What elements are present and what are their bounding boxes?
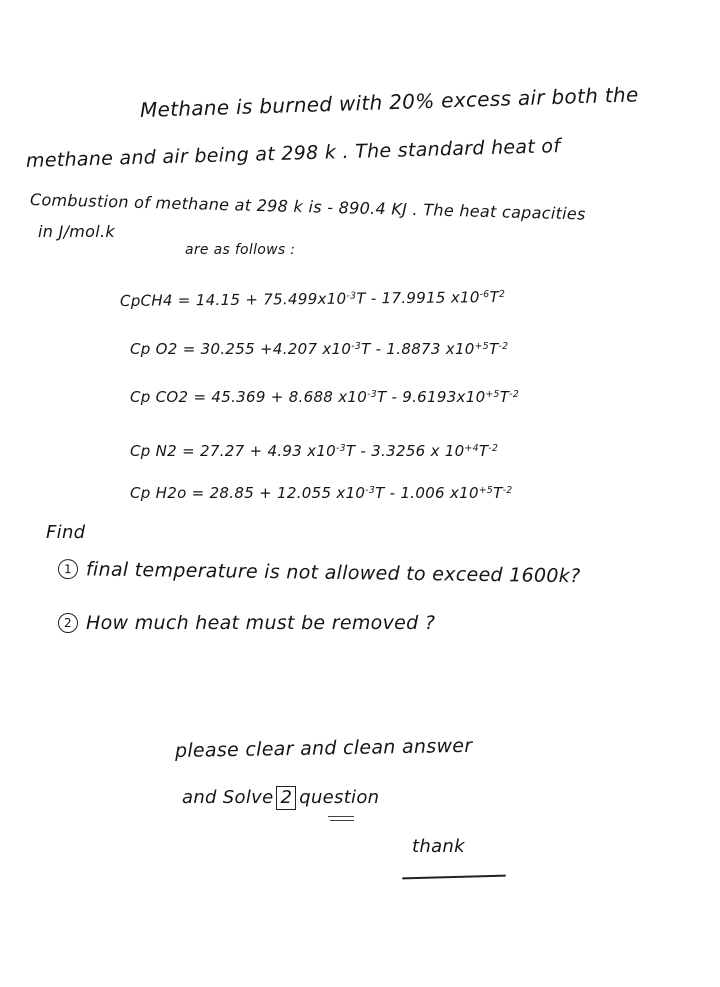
- note-line-2: [182, 786, 379, 810]
- note-question-text: question: [299, 787, 380, 808]
- cp-h2o-label: Cp H2o: [130, 484, 187, 502]
- cp-co2-label: Cp CO2: [130, 388, 189, 406]
- problem-line-4b: are as follows :: [185, 242, 296, 258]
- cp-ch4-equation: CpCH4 = $14.15 + 75.499x10^{-3}T - 17.9915$ $x10^{-6}T^2$: [119, 288, 506, 310]
- cp-o2-label: Cp O2: [130, 340, 178, 358]
- question-2-number: 2: [58, 613, 78, 633]
- problem-line-2: methane and air being at 298 k . The standard heat of: [25, 135, 561, 172]
- question-number-box: 2: [276, 786, 296, 810]
- question-1: [58, 558, 581, 587]
- cp-co2-equation: Cp CO2 = 45.369 + 8.688 $x10^{-3}T - 9.6193x10^{+5}T^{-2}$: [130, 388, 520, 406]
- cp-ch4-label: CpCH4: [119, 291, 173, 310]
- question-1-text: final temperature is not allowed to exceed 1600k?: [85, 558, 581, 588]
- problem-line-3: Combustion of methane at 298 k is - 890.4 KJ . The heat capacities: [29, 190, 586, 224]
- thanks-text: thank: [412, 836, 465, 857]
- cp-o2-equation: Cp O2 = 30.255 +4.207 $x10^{-3}T - 1.8873$ $x10^{+5}T^{-2}$: [130, 340, 509, 358]
- problem-line-1: Methane is burned with 20% excess air both the: [139, 82, 639, 122]
- cp-h2o-equation: Cp H2o = 28.85 + 12.055 $x10^{-3}T - 1.006$ $x10^{+5}T^{-2}$: [130, 484, 513, 502]
- problem-line-4a: in J/mol.k: [38, 222, 115, 241]
- question-1-number: 1: [58, 559, 78, 579]
- question-2-text: How much heat must be removed ?: [86, 612, 436, 634]
- note-solve-text: and Solve: [182, 787, 274, 808]
- box-double-underline-bottom: [330, 820, 354, 821]
- find-heading: Find: [46, 522, 86, 543]
- cp-n2-label: Cp N2: [130, 442, 178, 460]
- question-2: [58, 612, 435, 634]
- box-double-underline-top: [328, 816, 354, 817]
- thanks-underline: [402, 875, 506, 880]
- note-line-1: please clear and clean answer: [174, 734, 473, 762]
- cp-n2-equation: Cp N2 = 27.27 + 4.93 $x10^{-3}T - 3.3256$ x $10^{+4}T^{-2}$: [130, 442, 499, 460]
